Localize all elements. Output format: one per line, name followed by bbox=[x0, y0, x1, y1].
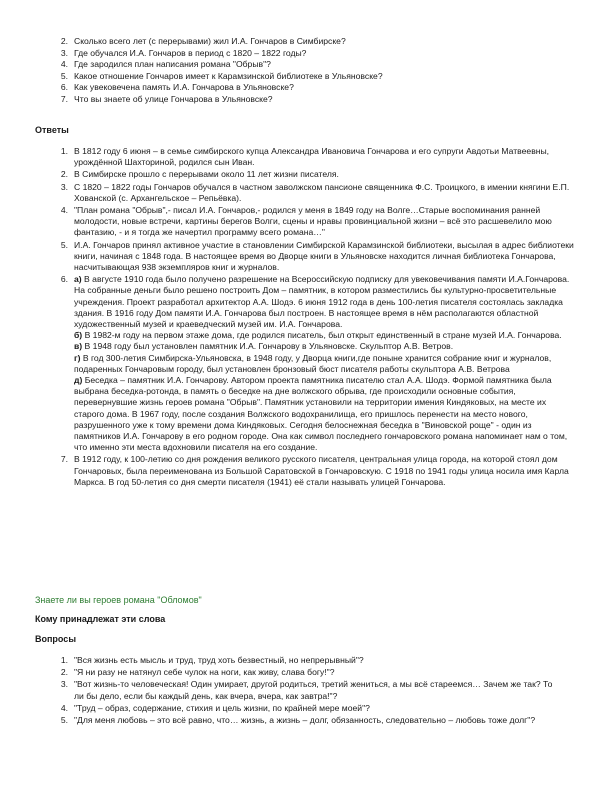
answer-item-5: 5. И.А. Гончаров принял активное участие в становлении Симбирской Карамзинской библиотеки, высылая в адрес библиотеки книги, начиная с 1848 года. В настоящее время во Дворце книги в Ульяновске находится личная библиотека Гончарова, насчитывающая 938 экземпляров книг и журналов. bbox=[60, 239, 574, 273]
list-item: 2. "Я ни разу не натянул себе чулок на ноги, как живу, слава богу!"? bbox=[60, 667, 335, 678]
answer-6d: г) В год 300-летия Симбирска-Ульяновска, в 1948 году, у Дворца книги,где поныне хранится собрание книг и журналов, подаренных Гончаровым городу, был установлен бронзовый бюст писателя работы скульптора А.В. Ветрова bbox=[74, 352, 552, 374]
whose-words-heading: Кому принадлежат эти слова bbox=[35, 614, 166, 624]
answer-6e: д) Беседка – памятник И.А. Гончарову. Автором проекта памятника писателю стал А.А. Шодэ. Формой памятника была выбрана беседка-ротонда, в память о беседке на дне волжского обрыва, где происходили основные события, перевернувшие жизнь героев романа "Обрыв". Памятник установили на территории имения Киндяковых, на месте их старого дома. В 1967 году, после создания Волжского водохранилища, его пришлось перенести на место нового, разрушенного уже к тому времени дома Киндяковых. Сегодня белоснежная беседка в "Виновской роще" - один из памятников И.А. Гончарову в его родном городе. Она как символ последнего гончаровского романа напоминает нам о том, что именно эти места вдохновили писателя на его создание. bbox=[74, 375, 568, 453]
list-item: 5. "Для меня любовь – это всё равно, что… жизнь, а жизнь – долг, обязанность, следовательно – любовь тоже долг"? bbox=[60, 715, 536, 726]
answer-item-1: 1. В 1812 году 6 июня – в семье симбирского купца Александра Ивановича Гончарова и его супруги Авдотьи Матвеевны, урождённой Шахториной, родился сын Иван. bbox=[60, 146, 550, 168]
list-item: 3. Где обучался И.А. Гончаров в период с 1820 – 1822 годы? bbox=[60, 47, 307, 58]
answer-item-6: 6. а) В августе 1910 года было получено разрешение на Всероссийскую подписку для увековечивания памяти И.А.Гончарова. На собранные деньги было решено построить Дом – памятник, в котором разместились бы культурно-просветительные учреждения. Проект разработал архитектор А.А. Шодэ. 6 июня 1912 года в день 100-летия писателя состоялась закладка здания. В 1916 году Дом памяти И.А. Гончарова был построен. В настоящее время в нём располагаются областной художественный музей и краеведческий музей им. И.А. Гончарова. б) В 1982-м году на первом этаже дома, где родился писатель, был открыт единственный в стране музей И.А. Гончарова. в) В 1948 году был установлен памятник И.А. Гончарову в Ульяновске. Скульптор А.В. Ветров. г) В год 300-летия Симбирска-Ульяновска, в 1948 году, у Дворца книги,где поныне хранится собрание книг и журналов, подаренных Гончаровым городу, был установлен бронзовый бюст писателя работы скульптора А.В. Ветрова д) Беседка – памятник И.А. Гончарову. Автором проекта памятника писателю стал А.А. Шодэ. Формой памятника была выбрана беседка-ротонда, в память о беседке на дне волжского обрыва, где происходили основные события, перевернувшие жизнь героев романа "Обрыв". Памятник установили на территории имения Киндяковых, на месте их старого дома. В 1967 году, после создания Волжского водохранилища, его пришлось перенести на место нового, разрушенного уже к тому времени дома Киндяковых. Сегодня белоснежная беседка в "Виновской роще" - один из памятников И.А. Гончарову в его родном городе. Она как символ последнего гончаровского романа напоминает нам о том, что именно эти места вдохновили писателя на его создание. bbox=[74, 274, 574, 453]
list-item: 5. Какое отношение Гончаров имеет к Карамзинской библиотеке в Ульяновске? bbox=[60, 70, 383, 81]
list-item: 4. Где зародился план написания романа "Обрыв"? bbox=[60, 59, 271, 70]
list-item: 1. "Вся жизнь есть мысль и труд, труд хоть безвестный, но непрерывный"? bbox=[60, 655, 364, 665]
list-item: 4. "Труд – образ, содержание, стихия и цель жизни, по крайней мере моей"? bbox=[60, 702, 370, 713]
list-item: 2. Сколько всего лет (с перерывами) жил И.А. Гончаров в Симбирске? bbox=[60, 36, 346, 46]
list-item: 7. Что вы знаете об улице Гончарова в Ульяновске? bbox=[60, 93, 273, 104]
answers-list bbox=[60, 146, 574, 489]
answer-item-4: 4. "План романа "Обрыв",- писал И.А. Гончаров,- родился у меня в 1849 году на Волге…Старые воспоминания ранней молодости, новые встречи, картины берегов Волги, сцены и нравы провинциальной жизни – всё это расшевелило мою фантазию, - и я тогда же начертил программу всего романа…" bbox=[60, 205, 552, 238]
list-item: 6. Как увековечена память И.А. Гончарова в Ульяновске? bbox=[60, 82, 294, 93]
answers-heading: Ответы bbox=[35, 125, 69, 135]
answer-item-2: 2. В Симбирске прошло с перерывами около 11 лет жизни писателя. bbox=[60, 169, 339, 180]
answer-item-7: 7. В 1912 году, к 100-летию со дня рождения великого русского писателя, центральная улица города, на которой стоял дом Гончаровых, была переименована из Большой Саратовской в Гончаровскую. С 1918 по 1941 годы улица носила имя Карла Маркса. В год 50-летия со дня смерти писателя (1941) её стали называть улицей Гончарова. bbox=[60, 454, 569, 487]
questions-heading: Вопросы bbox=[35, 634, 77, 644]
answer-6a: а) В августе 1910 года было получено разрешение на Всероссийскую подписку для увековечивания памяти И.А.Гончарова. На собранные деньги было решено построить Дом – памятник, в котором разместились бы культурно-просветительные учреждения. Проект разработал архитектор А.А. Шодэ. 6 июня 1912 года в день 100-летия писателя состоялась закладка здания. В 1916 году Дом памяти И.А. Гончарова был построен. В настоящее время в нём располагаются областной художественный музей и краеведческий музей им. И.А. Гончарова. bbox=[74, 274, 570, 330]
answer-6b: б) В 1982-м году на первом этаже дома, где родился писатель, был открыт единственный в стране музей И.А. Гончарова. bbox=[74, 330, 562, 341]
answer-6c: в) В 1948 году был установлен памятник И.А. Гончарову в Ульяновске. Скульптор А.В. Ветров. bbox=[74, 341, 454, 352]
questions-list-top bbox=[60, 36, 544, 106]
quotes-list bbox=[60, 655, 564, 727]
list-item: 3. "Вот жизнь-то человеческая! Один умирает, другой родиться, третий жениться, а мы всё стареемся… Зачем же так? То ли бы дело, если бы каждый день, как вчера, вчера, как завтра!"? bbox=[60, 679, 553, 701]
answer-item-3: 3. С 1820 – 1822 годы Гончаров обучался в частном заволжском пансионе священника Ф.С. Троицкого, в имении княгини Е.П. Хованской (с. Архангельское – Репьёвка). bbox=[60, 181, 570, 203]
quiz-title: Знаете ли вы героев романа "Обломов" bbox=[35, 595, 202, 605]
